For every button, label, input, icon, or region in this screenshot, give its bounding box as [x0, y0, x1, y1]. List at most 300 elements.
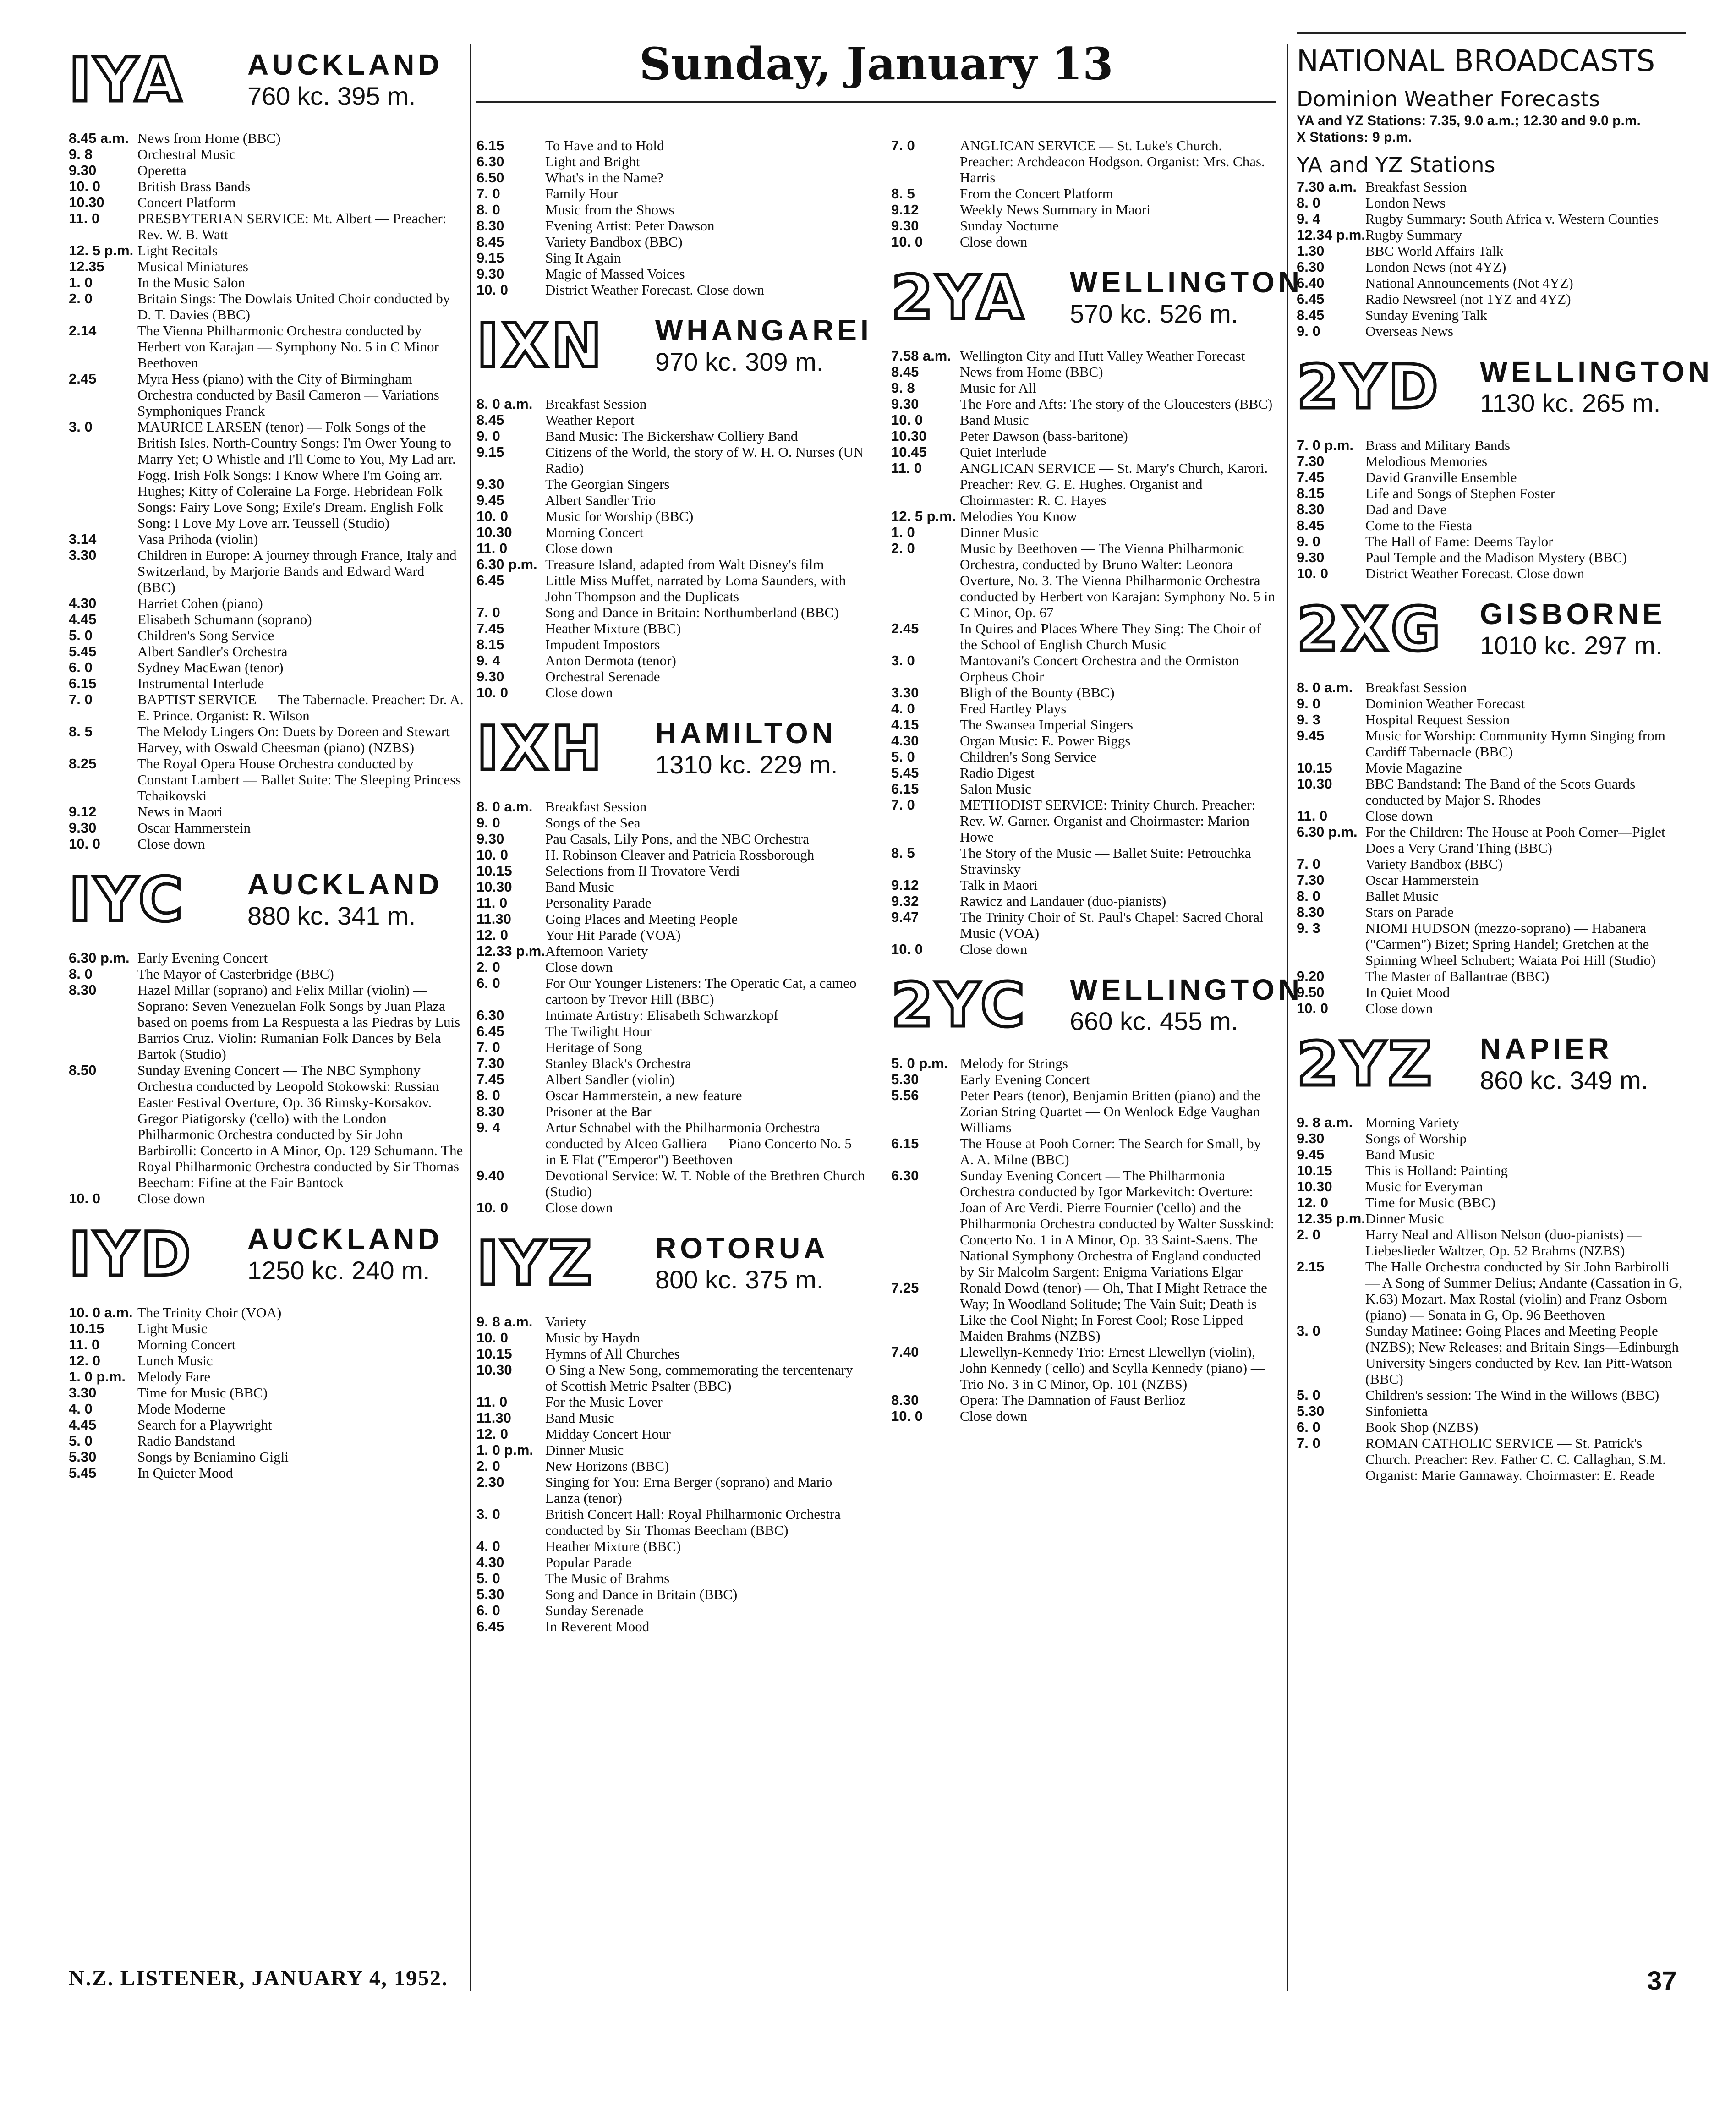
schedule-entry: [476, 170, 866, 186]
entry-desc: Morning Concert: [545, 524, 644, 540]
schedule-entry: [891, 1071, 1276, 1087]
schedule-entry: [891, 1135, 1276, 1167]
entry-desc: Heather Mixture (BBC): [545, 1538, 681, 1554]
station-schedule: [69, 1304, 465, 1481]
entry-time: 8.45 a.m.: [69, 130, 129, 146]
entry-desc: Sunday Evening Concert — The NBC Symphony Orchestra conducted by Leopold Stokowski: Russian Easter Festival Overture, Op. 36 Rimsky-Korsakov. Gregor Piatigorsky ('cello) with the London Philharmonic Orchestra conducted by Sir John Barbirolli: Concerto in A Minor, Op. 129 Schumann. The Royal Philharmonic Orchestra conducted by Sir Thomas Beecham: Fifine at the Fair Bantock: [137, 1062, 463, 1190]
entry-desc: Melodies You Know: [960, 508, 1077, 524]
column-2b: [891, 137, 1303, 1424]
entry-desc: The Vienna Philharmonic Orchestra conducted by Herbert von Karajan — Symphony No. 5 in C Minor Beethoven: [137, 323, 439, 371]
schedule-entry: [1297, 1146, 1686, 1162]
schedule-entry: [1297, 469, 1686, 485]
entry-desc: Radio Digest: [960, 765, 1035, 781]
schedule-entry: [476, 927, 866, 943]
entry-time: 6.15: [891, 781, 919, 797]
schedule-entry: [476, 524, 866, 540]
entry-desc: Variety Bandbox (BBC): [545, 234, 683, 250]
schedule-entry: [1297, 1403, 1686, 1419]
schedule-entry: [476, 1586, 866, 1602]
entry-time: 9. 3: [1297, 712, 1320, 728]
station-city: AUCKLAND: [247, 868, 443, 901]
entry-desc: PRESBYTERIAN SERVICE: Mt. Albert — Preacher: Rev. W. B. Watt: [137, 210, 447, 242]
entry-desc: The Story of the Music — Ballet Suite: Petrouchka Stravinsky: [960, 845, 1251, 877]
schedule-entry: [891, 460, 1276, 508]
entry-desc: Come to the Fiesta: [1365, 517, 1473, 533]
entry-desc: Close down: [960, 1408, 1028, 1424]
entry-desc: In Quiet Mood: [1365, 984, 1450, 1000]
entry-time: 12. 0: [1297, 1195, 1328, 1211]
entry-time: 2. 0: [476, 959, 500, 975]
entry-desc: Songs of the Sea: [545, 815, 641, 831]
station-frequency: 880 kc. 341 m.: [247, 901, 416, 930]
station-callsign: IXN: [476, 311, 605, 381]
entry-time: 12. 0: [476, 927, 508, 943]
entry-time: 3.30: [69, 547, 97, 563]
entry-desc: Mantovani's Concert Orchestra and the Ormiston Orpheus Choir: [960, 652, 1239, 685]
entry-time: 10. 0: [891, 234, 923, 250]
entry-time: 5. 0: [476, 1570, 500, 1586]
entry-time: 10.15: [1297, 760, 1332, 776]
schedule-entry: [69, 242, 465, 258]
schedule-entry: [891, 941, 1276, 957]
entry-time: 2. 0: [1297, 1227, 1320, 1243]
schedule-entry: [69, 675, 465, 691]
entry-desc: Magic of Massed Voices: [545, 266, 685, 282]
entry-desc: Dinner Music: [960, 524, 1039, 540]
schedule-entry: [1297, 453, 1686, 469]
schedule-entry: [476, 685, 866, 701]
station-schedule: [476, 396, 866, 701]
schedule-entry: [891, 1055, 1276, 1071]
station-header: [69, 1220, 465, 1298]
entry-desc: Sunday Matinee: Going Places and Meeting People (NZBS); New Releases; and Britain Sings—Edinburgh University Singers conducted by Rev. Ian Pitt-Watson (BBC): [1365, 1323, 1679, 1387]
schedule-entry: [69, 194, 465, 210]
station-header: [476, 714, 866, 792]
entry-desc: Peter Pears (tenor), Benjamin Britten (piano) and the Zorian String Quartet — On Wenlock Edge Vaughan Williams: [960, 1087, 1260, 1135]
entry-time: 2. 0: [891, 540, 915, 556]
entry-desc: Albert Sandler (violin): [545, 1071, 675, 1087]
schedule-entry: [476, 831, 866, 847]
entry-desc: Bligh of the Bounty (BBC): [960, 685, 1115, 701]
schedule-entry: [476, 1570, 866, 1586]
column-rule-1: [470, 44, 471, 1991]
schedule-entry: [476, 476, 866, 492]
footer-issue: N.Z. LISTENER, JANUARY 4, 1952.: [69, 1966, 448, 1990]
station-frequency: 1250 kc. 240 m.: [247, 1256, 430, 1285]
schedule-entry: [476, 1167, 866, 1200]
entry-time: 4.30: [69, 595, 97, 611]
entry-time: 9.12: [69, 804, 97, 820]
schedule-entry: [476, 1618, 866, 1634]
entry-time: 6.45: [476, 1618, 504, 1634]
entry-desc: Music by Haydn: [545, 1330, 640, 1346]
entry-time: 8. 5: [69, 723, 93, 740]
entry-desc: The Music of Brahms: [545, 1570, 670, 1586]
entry-desc: In the Music Salon: [137, 274, 246, 290]
schedule-entry: [891, 845, 1276, 877]
schedule-entry: [69, 804, 465, 820]
schedule-entry: [69, 1062, 465, 1190]
entry-desc: Close down: [137, 836, 205, 852]
schedule-entry: [476, 1023, 866, 1039]
entry-time: 4.15: [891, 717, 919, 733]
entry-time: 8.45: [1297, 307, 1325, 323]
entry-desc: Citizens of the World, the story of W. H. O. Nurses (UN Radio): [545, 444, 864, 476]
schedule-entry: [476, 1103, 866, 1119]
schedule-entry: [476, 911, 866, 927]
weather-title: Dominion Weather Forecasts: [1297, 87, 1600, 111]
entry-desc: For Our Younger Listeners: The Operatic Cat, a cameo cartoon by Trevor Hill (BBC): [545, 975, 857, 1007]
entry-time: 10. 0: [1297, 1000, 1328, 1016]
schedule-entry: [891, 1344, 1276, 1392]
entry-desc: Heather Mixture (BBC): [545, 620, 681, 636]
entry-desc: Heritage of Song: [545, 1039, 642, 1055]
entry-desc: Overseas News: [1365, 323, 1453, 339]
entry-time: 2.45: [69, 371, 97, 387]
entry-time: 5.56: [891, 1087, 919, 1103]
schedule-entry: [69, 130, 465, 146]
entry-time: 5. 0 p.m.: [891, 1055, 948, 1071]
entry-desc: Band Music: [1365, 1146, 1435, 1162]
schedule-entry: [476, 975, 866, 1007]
entry-time: 12.33 p.m.: [476, 943, 545, 959]
schedule-entry: [1297, 920, 1686, 968]
entry-desc: Music for All: [960, 380, 1037, 396]
entry-desc: ANGLICAN SERVICE — St. Mary's Church, Karori. Preacher: Rev. G. E. Hughes. Organist and Choirmaster: R. C. Hayes: [960, 460, 1268, 508]
entry-time: 9. 0: [1297, 533, 1320, 549]
schedule-entry: [1297, 1323, 1686, 1387]
schedule-entry: [69, 1401, 465, 1417]
entry-desc: Stars on Parade: [1365, 904, 1454, 920]
station-frequency: 760 kc. 395 m.: [247, 82, 416, 110]
entry-desc: Band Music: [960, 412, 1029, 428]
station-schedule: [476, 1314, 866, 1634]
entry-desc: Oscar Hammerstein: [1365, 872, 1479, 888]
entry-time: 11. 0: [69, 1337, 100, 1353]
station-frequency: 1130 kc. 265 m.: [1480, 389, 1661, 417]
entry-desc: In Quieter Mood: [137, 1465, 233, 1481]
entry-time: 7. 0: [1297, 856, 1320, 872]
schedule-entry: [1297, 1227, 1686, 1259]
entry-desc: Close down: [960, 941, 1028, 957]
entry-time: 10.15: [476, 1346, 512, 1362]
entry-time: 9. 8 a.m.: [476, 1314, 533, 1330]
schedule-entry: [476, 202, 866, 218]
entry-time: 6.30: [476, 1007, 504, 1023]
schedule-entry: [891, 412, 1276, 428]
entry-desc: Breakfast Session: [545, 396, 647, 412]
entry-time: 12.34 p.m.: [1297, 227, 1365, 243]
entry-desc: Radio Bandstand: [137, 1433, 235, 1449]
entry-time: 5.30: [69, 1449, 97, 1465]
entry-time: 8.30: [891, 1392, 919, 1408]
entry-desc: Operetta: [137, 162, 186, 178]
schedule-entry: [69, 966, 465, 982]
entry-time: 6.30: [891, 1167, 919, 1184]
entry-time: 9.30: [69, 162, 97, 178]
entry-desc: In Reverent Mood: [545, 1618, 650, 1634]
entry-time: 1. 0: [69, 274, 93, 290]
entry-desc: Light Recitals: [137, 242, 218, 258]
entry-desc: Close down: [1365, 1000, 1433, 1016]
entry-time: 7.30: [1297, 453, 1325, 469]
station-frequency: 660 kc. 455 m.: [1070, 1007, 1238, 1036]
schedule-entry: [476, 799, 866, 815]
entry-desc: District Weather Forecast. Close down: [1365, 565, 1585, 581]
entry-desc: ROMAN CATHOLIC SERVICE — St. Patrick's Church. Preacher: Rev. Father C. C. Callaghan, S.M. Organist: Marie Gannaway. Choirmaster: E. Reade: [1365, 1435, 1666, 1483]
entry-time: 6.45: [1297, 291, 1325, 307]
schedule-entry: [476, 847, 866, 863]
entry-desc: Music for Everyman: [1365, 1178, 1483, 1195]
station-header: [1297, 595, 1686, 673]
entry-desc: To Have and to Hold: [545, 137, 664, 153]
station-city: WELLINGTON: [1480, 355, 1713, 388]
entry-time: 7.25: [891, 1280, 919, 1296]
entry-desc: The Hall of Fame: Deems Taylor: [1365, 533, 1553, 549]
entry-desc: Intimate Artistry: Elisabeth Schwarzkopf: [545, 1007, 778, 1023]
entry-time: 8. 0 a.m.: [476, 799, 533, 815]
schedule-entry: [1297, 728, 1686, 760]
entry-time: 7.45: [1297, 469, 1325, 485]
station-callsign: IYA: [69, 45, 185, 115]
entry-time: 3.30: [69, 1385, 97, 1401]
schedule-entry: [891, 508, 1276, 524]
entry-time: 8. 0: [476, 1087, 500, 1103]
schedule-entry: [1297, 679, 1686, 696]
national-list: [1297, 179, 1686, 339]
entry-time: 4.30: [476, 1554, 504, 1570]
schedule-entry: [1297, 323, 1686, 339]
entry-time: 9.15: [476, 250, 504, 266]
schedule-entry: [1297, 824, 1686, 856]
schedule-entry: [891, 781, 1276, 797]
entry-time: 9.12: [891, 877, 919, 893]
schedule-entry: [1297, 275, 1686, 291]
entry-desc: Opera: The Damnation of Faust Berlioz: [960, 1392, 1186, 1408]
schedule-entry: [1297, 243, 1686, 259]
entry-time: 8. 0 a.m.: [476, 396, 533, 412]
schedule-entry: [476, 1410, 866, 1426]
schedule-entry: [69, 723, 465, 756]
entry-time: 8. 5: [891, 186, 915, 202]
entry-desc: Close down: [545, 1200, 613, 1216]
page-date-title: Sunday, January 13: [639, 38, 1113, 90]
station-schedule: [476, 799, 866, 1216]
schedule-entry: [476, 1506, 866, 1538]
station-city: ROTORUA: [655, 1232, 829, 1265]
schedule-entry: [891, 202, 1276, 218]
entry-time: 2.30: [476, 1474, 504, 1490]
schedule-entry: [69, 611, 465, 627]
entry-desc: Weather Report: [545, 412, 635, 428]
entry-time: 3. 0: [476, 1506, 500, 1522]
entry-time: 10.45: [891, 444, 927, 460]
schedule-entry: [891, 620, 1276, 652]
entry-desc: Search for a Playwright: [137, 1417, 272, 1433]
schedule-entry: [69, 1353, 465, 1369]
entry-time: 4.45: [69, 1417, 97, 1433]
station-callsign: IXH: [476, 713, 605, 784]
entry-time: 9. 3: [1297, 920, 1320, 936]
schedule-entry: [69, 258, 465, 274]
station-schedule: [69, 950, 465, 1206]
schedule-entry: [69, 531, 465, 547]
schedule-entry: [476, 218, 866, 234]
schedule-entry: [69, 836, 465, 852]
schedule-entry: [891, 348, 1276, 364]
entry-time: 9.30: [69, 820, 97, 836]
entry-time: 12. 0: [69, 1353, 100, 1369]
schedule-entry: [69, 1449, 465, 1465]
schedule-entry: [476, 604, 866, 620]
entry-desc: Sunday Evening Concert — The Philharmonia Orchestra conducted by Igor Markevitch: Overture: Joan of Arc Verdi. Pierre Fournier ('cello) and the Philharmonia Orchestra conducted by Walter Susskind: Concerto No. 1 in A Minor, Op. 33 Saint-Saens. The National Symphony Orchestra of England conducted by Sir Malcolm Sargent: Enigma Variations Elgar: [960, 1167, 1275, 1280]
schedule-entry: [476, 1538, 866, 1554]
entry-desc: Melodious Memories: [1365, 453, 1488, 469]
schedule-entry: [891, 364, 1276, 380]
entry-time: 8.30: [476, 218, 504, 234]
entry-desc: Sunday Serenade: [545, 1602, 644, 1618]
date-rule: [476, 101, 1276, 103]
entry-time: 10. 0: [476, 1200, 508, 1216]
schedule-entry: [476, 815, 866, 831]
schedule-entry: [1297, 211, 1686, 227]
schedule-entry: [476, 879, 866, 895]
entry-desc: Early Evening Concert: [137, 950, 268, 966]
schedule-entry: [476, 572, 866, 604]
entry-time: 6.40: [1297, 275, 1325, 291]
page-number: 37: [1647, 1966, 1677, 1996]
entry-desc: Harry Neal and Allison Nelson (duo-pianists) — Liebeslieder Waltzer, Op. 52 Brahms (NZBS): [1365, 1227, 1642, 1259]
schedule-entry: [891, 701, 1276, 717]
entry-time: 6. 0: [1297, 1419, 1320, 1435]
schedule-entry: [476, 895, 866, 911]
entry-desc: Midday Concert Hour: [545, 1426, 671, 1442]
schedule-entry: [476, 1362, 866, 1394]
schedule-entry: [1297, 1211, 1686, 1227]
entry-time: 9. 0: [476, 428, 500, 444]
station-frequency: 860 kc. 349 m.: [1480, 1066, 1648, 1095]
entry-time: 6.15: [891, 1135, 919, 1151]
schedule-entry: [891, 685, 1276, 701]
entry-desc: Time for Music (BBC): [1365, 1195, 1495, 1211]
entry-desc: Close down: [545, 540, 613, 556]
column-2a: [476, 137, 872, 1634]
entry-desc: Rawicz and Landauer (duo-pianists): [960, 893, 1166, 909]
entry-desc: Britain Sings: The Dowlais United Choir conducted by D. T. Davies (BBC): [137, 290, 450, 323]
entry-desc: Treasure Island, adapted from Walt Disney's film: [545, 556, 824, 572]
entry-desc: British Brass Bands: [137, 178, 251, 194]
entry-time: 2.45: [891, 620, 919, 636]
entry-desc: Songs of Worship: [1365, 1130, 1467, 1146]
entry-time: 10.30: [1297, 776, 1332, 792]
entry-desc: The Mayor of Casterbridge (BBC): [137, 966, 334, 982]
entry-time: 7.45: [476, 620, 504, 636]
schedule-entry: [476, 636, 866, 652]
entry-time: 10.30: [1297, 1178, 1332, 1195]
schedule-entry: [1297, 437, 1686, 453]
entry-desc: Peter Dawson (bass-baritone): [960, 428, 1128, 444]
schedule-entry: [69, 371, 465, 419]
entry-time: 7.30 a.m.: [1297, 179, 1357, 195]
entry-time: 6.30: [1297, 259, 1325, 275]
schedule-entry: [1297, 195, 1686, 211]
entry-time: 10. 0: [1297, 565, 1328, 581]
entry-desc: Wellington City and Hutt Valley Weather Forecast: [960, 348, 1245, 364]
entry-desc: Lunch Music: [137, 1353, 213, 1369]
entry-time: 1. 0 p.m.: [69, 1369, 126, 1385]
entry-desc: Children in Europe: A journey through France, Italy and Switzerland, by Marjorie Bands and Edward Ward (BBC): [137, 547, 457, 595]
schedule-entry: [476, 1007, 866, 1023]
entry-time: 9. 0: [476, 815, 500, 831]
entry-time: 9.30: [476, 476, 504, 492]
entry-time: 6.30 p.m.: [476, 556, 537, 572]
entry-desc: Children's Song Service: [960, 749, 1097, 765]
station-callsign: 2YZ: [1297, 1029, 1435, 1100]
entry-desc: Breakfast Session: [545, 799, 647, 815]
entry-desc: The Melody Lingers On: Duets by Doreen and Stewart Harvey, with Oswald Cheesman (piano) (NZBS): [137, 723, 450, 756]
schedule-entry: [1297, 696, 1686, 712]
entry-desc: Weekly News Summary in Maori: [960, 202, 1150, 218]
schedule-entry: [69, 419, 465, 531]
entry-desc: Devotional Service: W. T. Noble of the Brethren Church (Studio): [545, 1167, 865, 1200]
station-frequency: 1010 kc. 297 m.: [1480, 631, 1663, 660]
schedule-entry: [1297, 533, 1686, 549]
entry-desc: Evening Artist: Peter Dawson: [545, 218, 715, 234]
entry-desc: Hazel Millar (soprano) and Felix Millar (violin) — Soprano: Seven Venezuelan Folk Songs by Juan Plaza based on poems from La Respuesta a las Piedras by Luis Barrios Cruz. Violin: Rumanian Folk Dances by Bela Bartok (Studio): [137, 982, 460, 1062]
schedule-entry: [1297, 1114, 1686, 1130]
entry-time: 5. 0: [1297, 1387, 1320, 1403]
entry-time: 1. 0: [891, 524, 915, 540]
entry-time: 11. 0: [476, 1394, 508, 1410]
schedule-entry: [69, 323, 465, 371]
schedule-entry: [1297, 1419, 1686, 1435]
entry-desc: Oscar Hammerstein, a new feature: [545, 1087, 742, 1103]
entry-desc: Close down: [545, 959, 613, 975]
entry-desc: METHODIST SERVICE: Trinity Church. Preacher: Rev. W. Garner. Organist and Choirmaster: Marion Howe: [960, 797, 1256, 845]
schedule-entry: [476, 186, 866, 202]
entry-desc: Music for Worship: Community Hymn Singing from Cardiff Tabernacle (BBC): [1365, 728, 1665, 760]
entry-desc: Little Miss Muffet, narrated by Loma Saunders, with John Thompson and the Duplicats: [545, 572, 846, 604]
schedule-entry: [69, 1321, 465, 1337]
entry-desc: Orchestral Serenade: [545, 668, 660, 685]
entry-desc: Albert Sandler Trio: [545, 492, 656, 508]
entry-time: 9.30: [891, 218, 919, 234]
schedule-entry: [891, 380, 1276, 396]
schedule-entry: [69, 659, 465, 675]
entry-time: 8. 5: [891, 845, 915, 861]
schedule-entry: [69, 290, 465, 323]
schedule-entry: [891, 396, 1276, 412]
entry-time: 12.35: [69, 258, 104, 274]
entry-time: 11. 0: [476, 895, 508, 911]
entry-time: 9.50: [1297, 984, 1325, 1000]
schedule-entry: [891, 186, 1276, 202]
schedule-entry: [69, 1465, 465, 1481]
entry-desc: Salon Music: [960, 781, 1031, 797]
entry-desc: Life and Songs of Stephen Foster: [1365, 485, 1555, 501]
schedule-entry: [476, 234, 866, 250]
entry-desc: From the Concert Platform: [960, 186, 1113, 202]
entry-desc: Music by Beethoven — The Vienna Philharmonic Orchestra, conducted by Bruno Walter: Leonora Overture, No. 3. The Vienna Philharmonic Orchestra conducted by Herbert von Karajan: Symphony No. 5 in C Minor, Op. 67: [960, 540, 1275, 620]
entry-time: 7. 0: [1297, 1435, 1320, 1451]
schedule-entry: [476, 396, 866, 412]
entry-desc: Brass and Military Bands: [1365, 437, 1510, 453]
entry-desc: The Royal Opera House Orchestra conducted by Constant Lambert — Ballet Suite: The Sleeping Princess Tchaikovski: [137, 756, 461, 804]
entry-desc: Variety Bandbox (BBC): [1365, 856, 1503, 872]
entry-time: 7. 0: [476, 604, 500, 620]
national-broadcasts-box: [1297, 32, 1686, 339]
entry-desc: Selections from Il Trovatore Verdi: [545, 863, 740, 879]
